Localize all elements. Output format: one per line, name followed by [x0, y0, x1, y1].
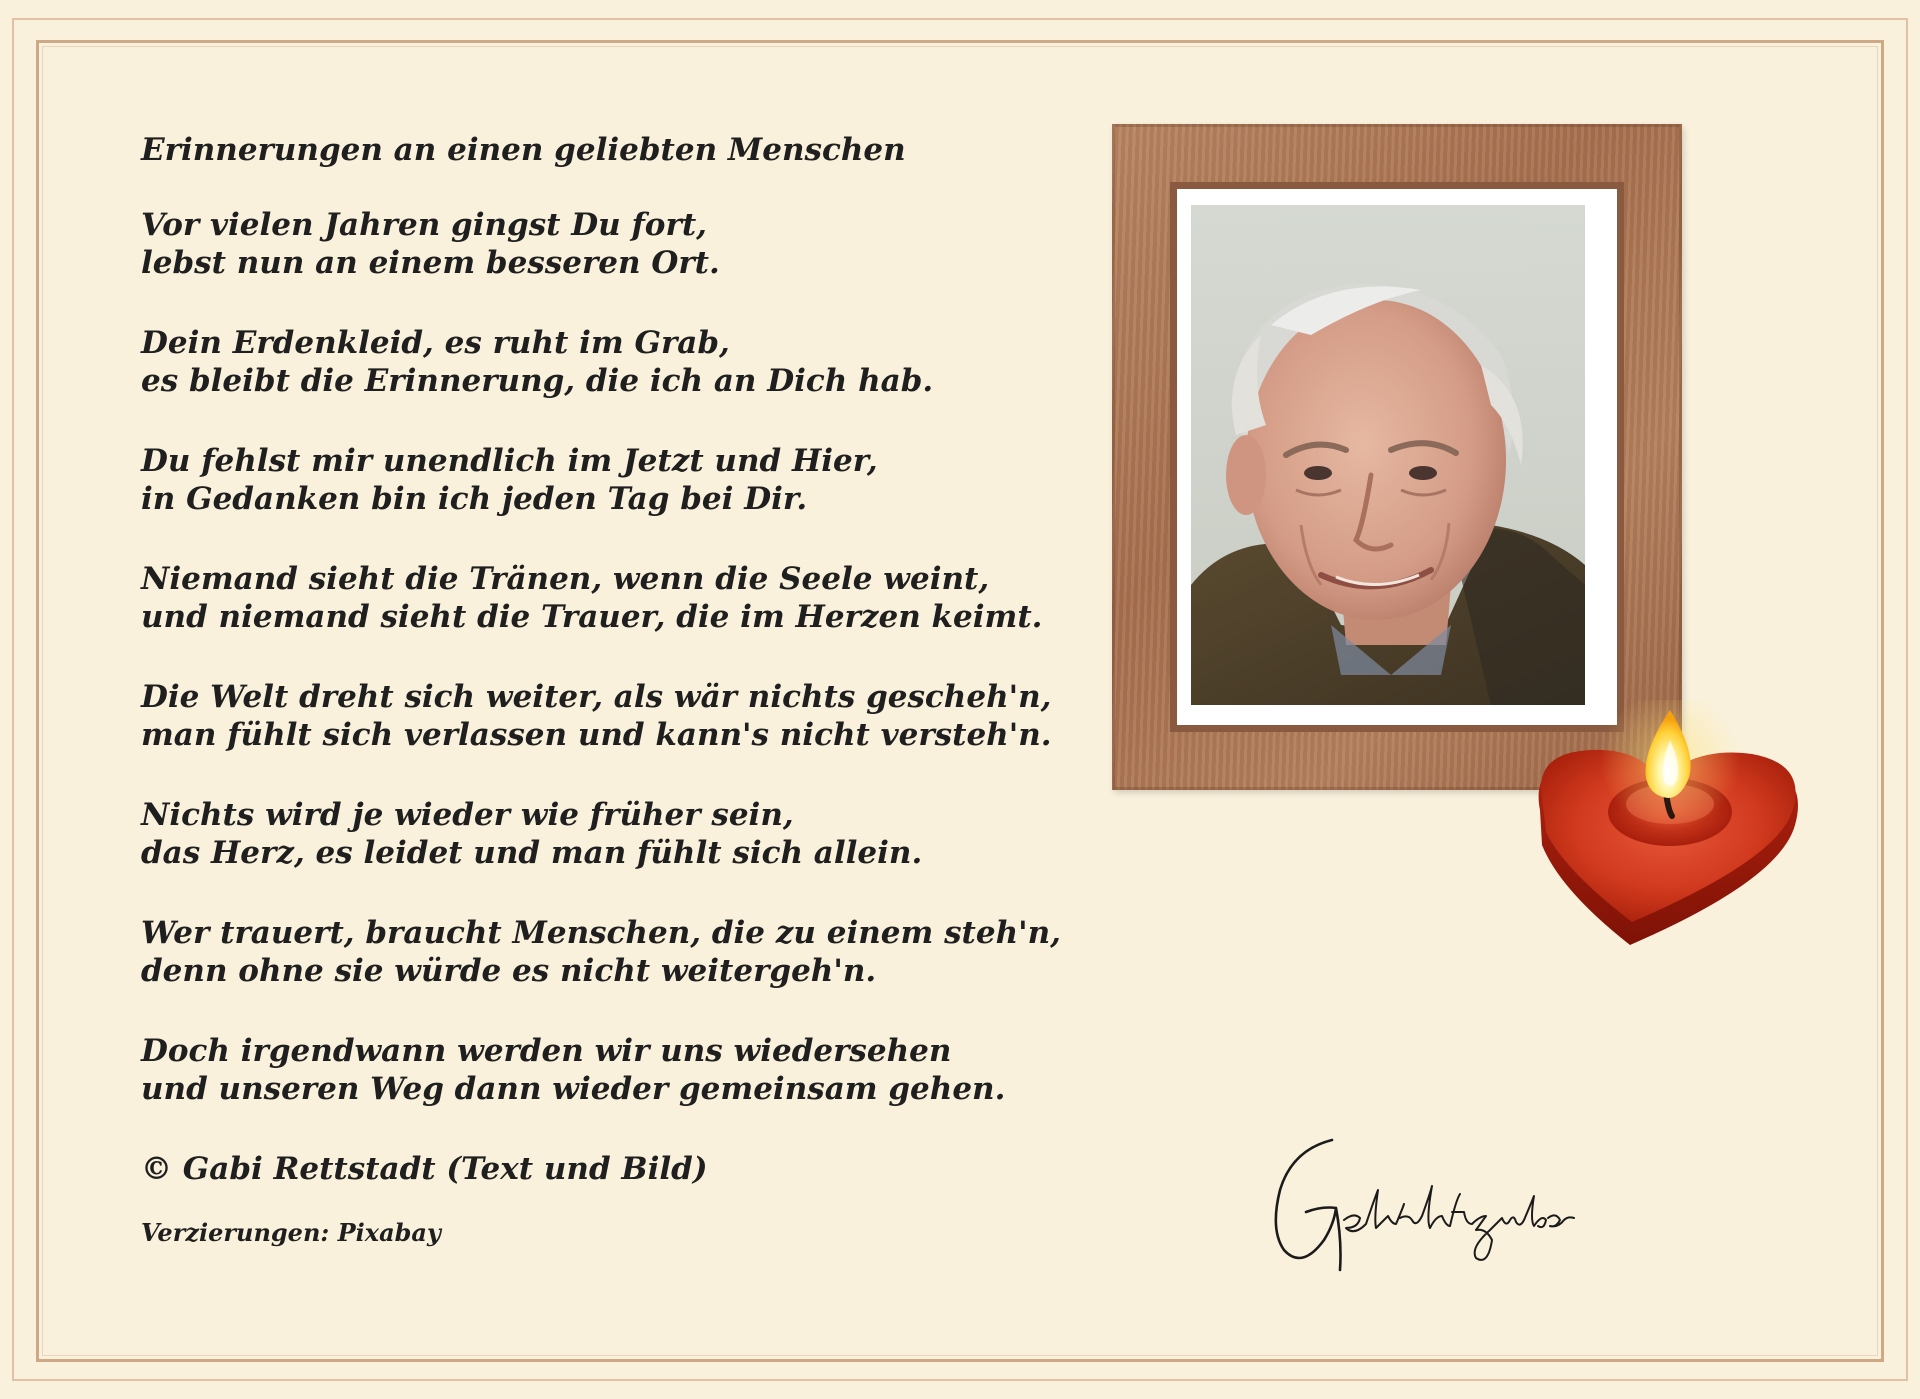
- stanza: [141, 914, 1101, 990]
- poem-line: es bleibt die Erinnerung, die ich an Dich hab.: [141, 363, 934, 399]
- signature-graphic: [1262, 1120, 1582, 1280]
- poem: [141, 126, 1101, 1248]
- stanza: [141, 206, 1101, 282]
- stanza: [141, 1032, 1101, 1108]
- stanza: [141, 324, 1101, 400]
- poem-line: das Herz, es leidet und man fühlt sich allein.: [141, 835, 923, 871]
- photo-mat: [1170, 182, 1624, 732]
- poem-line: und unseren Weg dann wieder gemeinsam gehen.: [141, 1071, 1006, 1107]
- portrait-photo: [1191, 205, 1585, 705]
- stanza: [141, 796, 1101, 872]
- poem-title: Erinnerungen an einen geliebten Menschen: [141, 132, 906, 168]
- poem-line: man fühlt sich verlassen und kann's nicht versteh'n.: [141, 717, 1052, 753]
- poem-line: in Gedanken bin ich jeden Tag bei Dir.: [141, 481, 808, 517]
- poem-line: Vor vielen Jahren gingst Du fort,: [141, 207, 707, 243]
- poem-line: Wer trauert, braucht Menschen, die zu einem steh'n,: [141, 915, 1061, 951]
- poem-line: Die Welt dreht sich weiter, als wär nichts gescheh'n,: [141, 679, 1052, 715]
- poem-line: Nichts wird je wieder wie früher sein,: [141, 797, 794, 833]
- decoration-credits: Verzierungen: Pixabay: [141, 1218, 441, 1247]
- poem-line: Du fehlst mir unendlich im Jetzt und Hier,: [141, 443, 878, 479]
- signature-logo: [1262, 1120, 1582, 1280]
- poem-line: Doch irgendwann werden wir uns wiedersehen: [141, 1033, 952, 1069]
- poem-line: denn ohne sie würde es nicht weitergeh'n.: [141, 953, 877, 989]
- stanza: [141, 442, 1101, 518]
- poem-line: Niemand sieht die Tränen, wenn die Seele weint,: [141, 561, 990, 597]
- heart-candle-icon: [1520, 700, 1820, 960]
- poem-stanzas: [141, 206, 1101, 1108]
- portrait-illustration: [1191, 205, 1585, 705]
- copyright-notice: © Gabi Rettstadt (Text und Bild): [141, 1151, 708, 1187]
- poem-line: und niemand sieht die Trauer, die im Herzen keimt.: [141, 599, 1043, 635]
- photo-frame: [1112, 124, 1682, 790]
- poem-line: Dein Erdenkleid, es ruht im Grab,: [141, 325, 730, 361]
- poem-line: lebst nun an einem besseren Ort.: [141, 245, 720, 281]
- stanza: [141, 678, 1101, 754]
- stanza: [141, 560, 1101, 636]
